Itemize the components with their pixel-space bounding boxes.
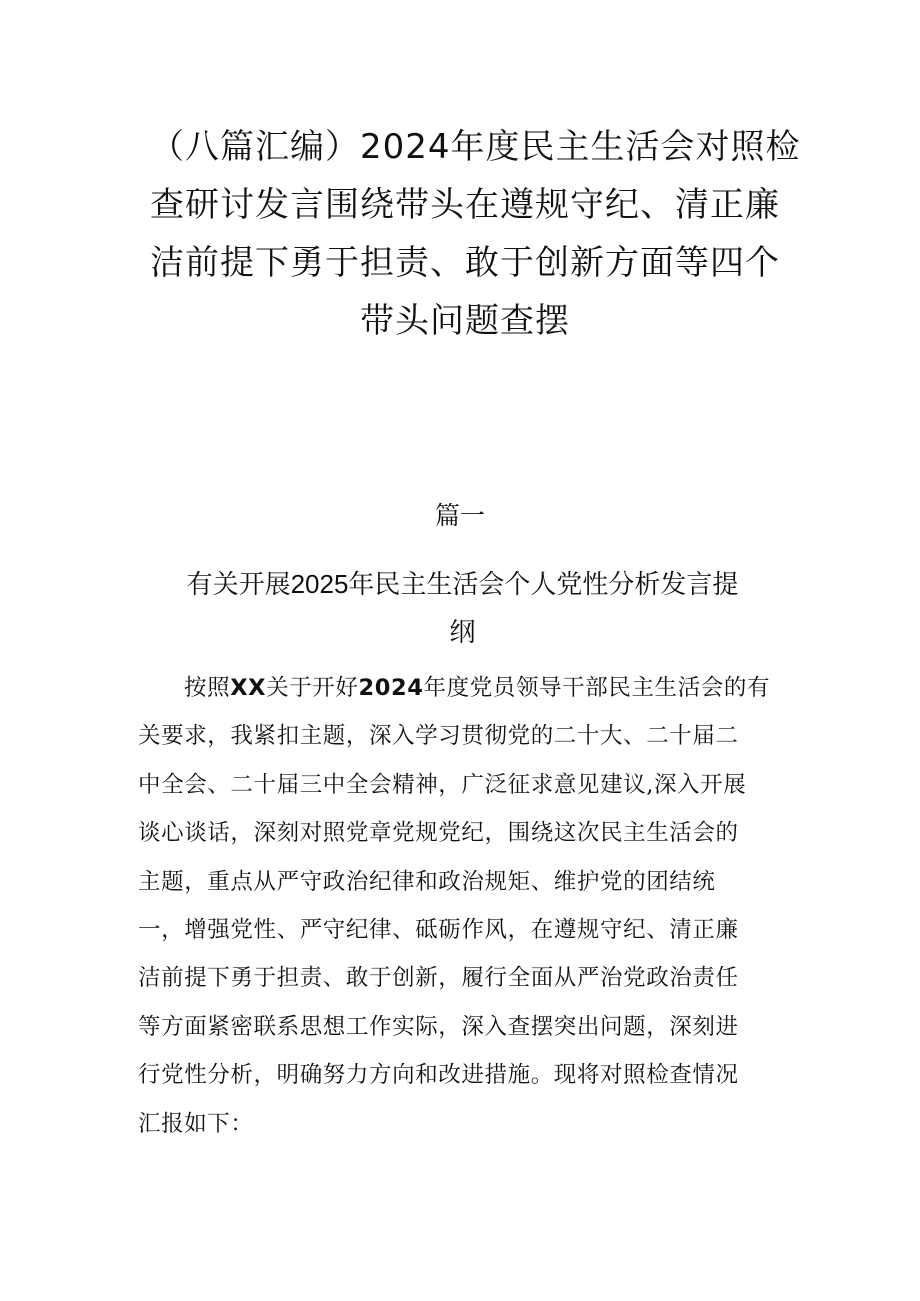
section-label: 篇一 (434, 502, 485, 530)
paragraph-line: 等方面紧密联系思想工作实际，深入查摆突出问题，深刻进 (138, 1013, 739, 1040)
text-run-bold: XX (230, 675, 267, 701)
paragraph-line (138, 664, 798, 712)
text-run: 关于开好 (266, 675, 359, 701)
title-line: 带头问题查摆 (360, 301, 570, 341)
text-run: 年度党员领导干部民主生活会的有 (423, 675, 771, 701)
title-line: 洁前提下勇于担责、敢于创新方面等四个 (150, 243, 780, 283)
paragraph-line: 中全会、二十届三中全会精神，广泛征求意见建议,深入开展 (138, 771, 747, 798)
paragraph-line: 行党性分析，明确努力方向和改进措施。现将对照检查情况 (138, 1062, 739, 1089)
paragraph-line: 洁前提下勇于担责、敢于创新，履行全面从严治党政治责任 (138, 965, 739, 992)
title-line: 查研讨发言围绕带头在遵规守纪、清正廉 (150, 185, 780, 225)
document-title (150, 118, 801, 350)
paragraph-line: 关要求，我紧扣主题，深入学习贯彻党的二十大、二十届二 (138, 723, 739, 750)
subtitle-line: 有关开展2025年民主生活会个人党性分析发言提 (186, 569, 739, 599)
text-run: 按照 (184, 675, 231, 701)
title-line: （八篇汇编）2024年度民主生活会对照检 (150, 127, 801, 167)
paragraph-line: 汇报如下： (138, 1110, 254, 1137)
paragraph-line: 主题，重点从严守政治纪律和政治规矩、维护党的团结统 (138, 868, 716, 895)
body-paragraph (138, 664, 798, 1148)
paragraph-line: 一，增强党性、严守纪律、砥砺作风，在遵规守纪、清正廉 (138, 917, 739, 944)
text-run-bold: 2024 (358, 675, 424, 701)
section-subtitle (160, 560, 765, 656)
paragraph-line: 谈心谈话，深刻对照党章党规党纪，围绕这次民主生活会的 (138, 820, 739, 847)
subtitle-line: 纲 (449, 617, 476, 647)
